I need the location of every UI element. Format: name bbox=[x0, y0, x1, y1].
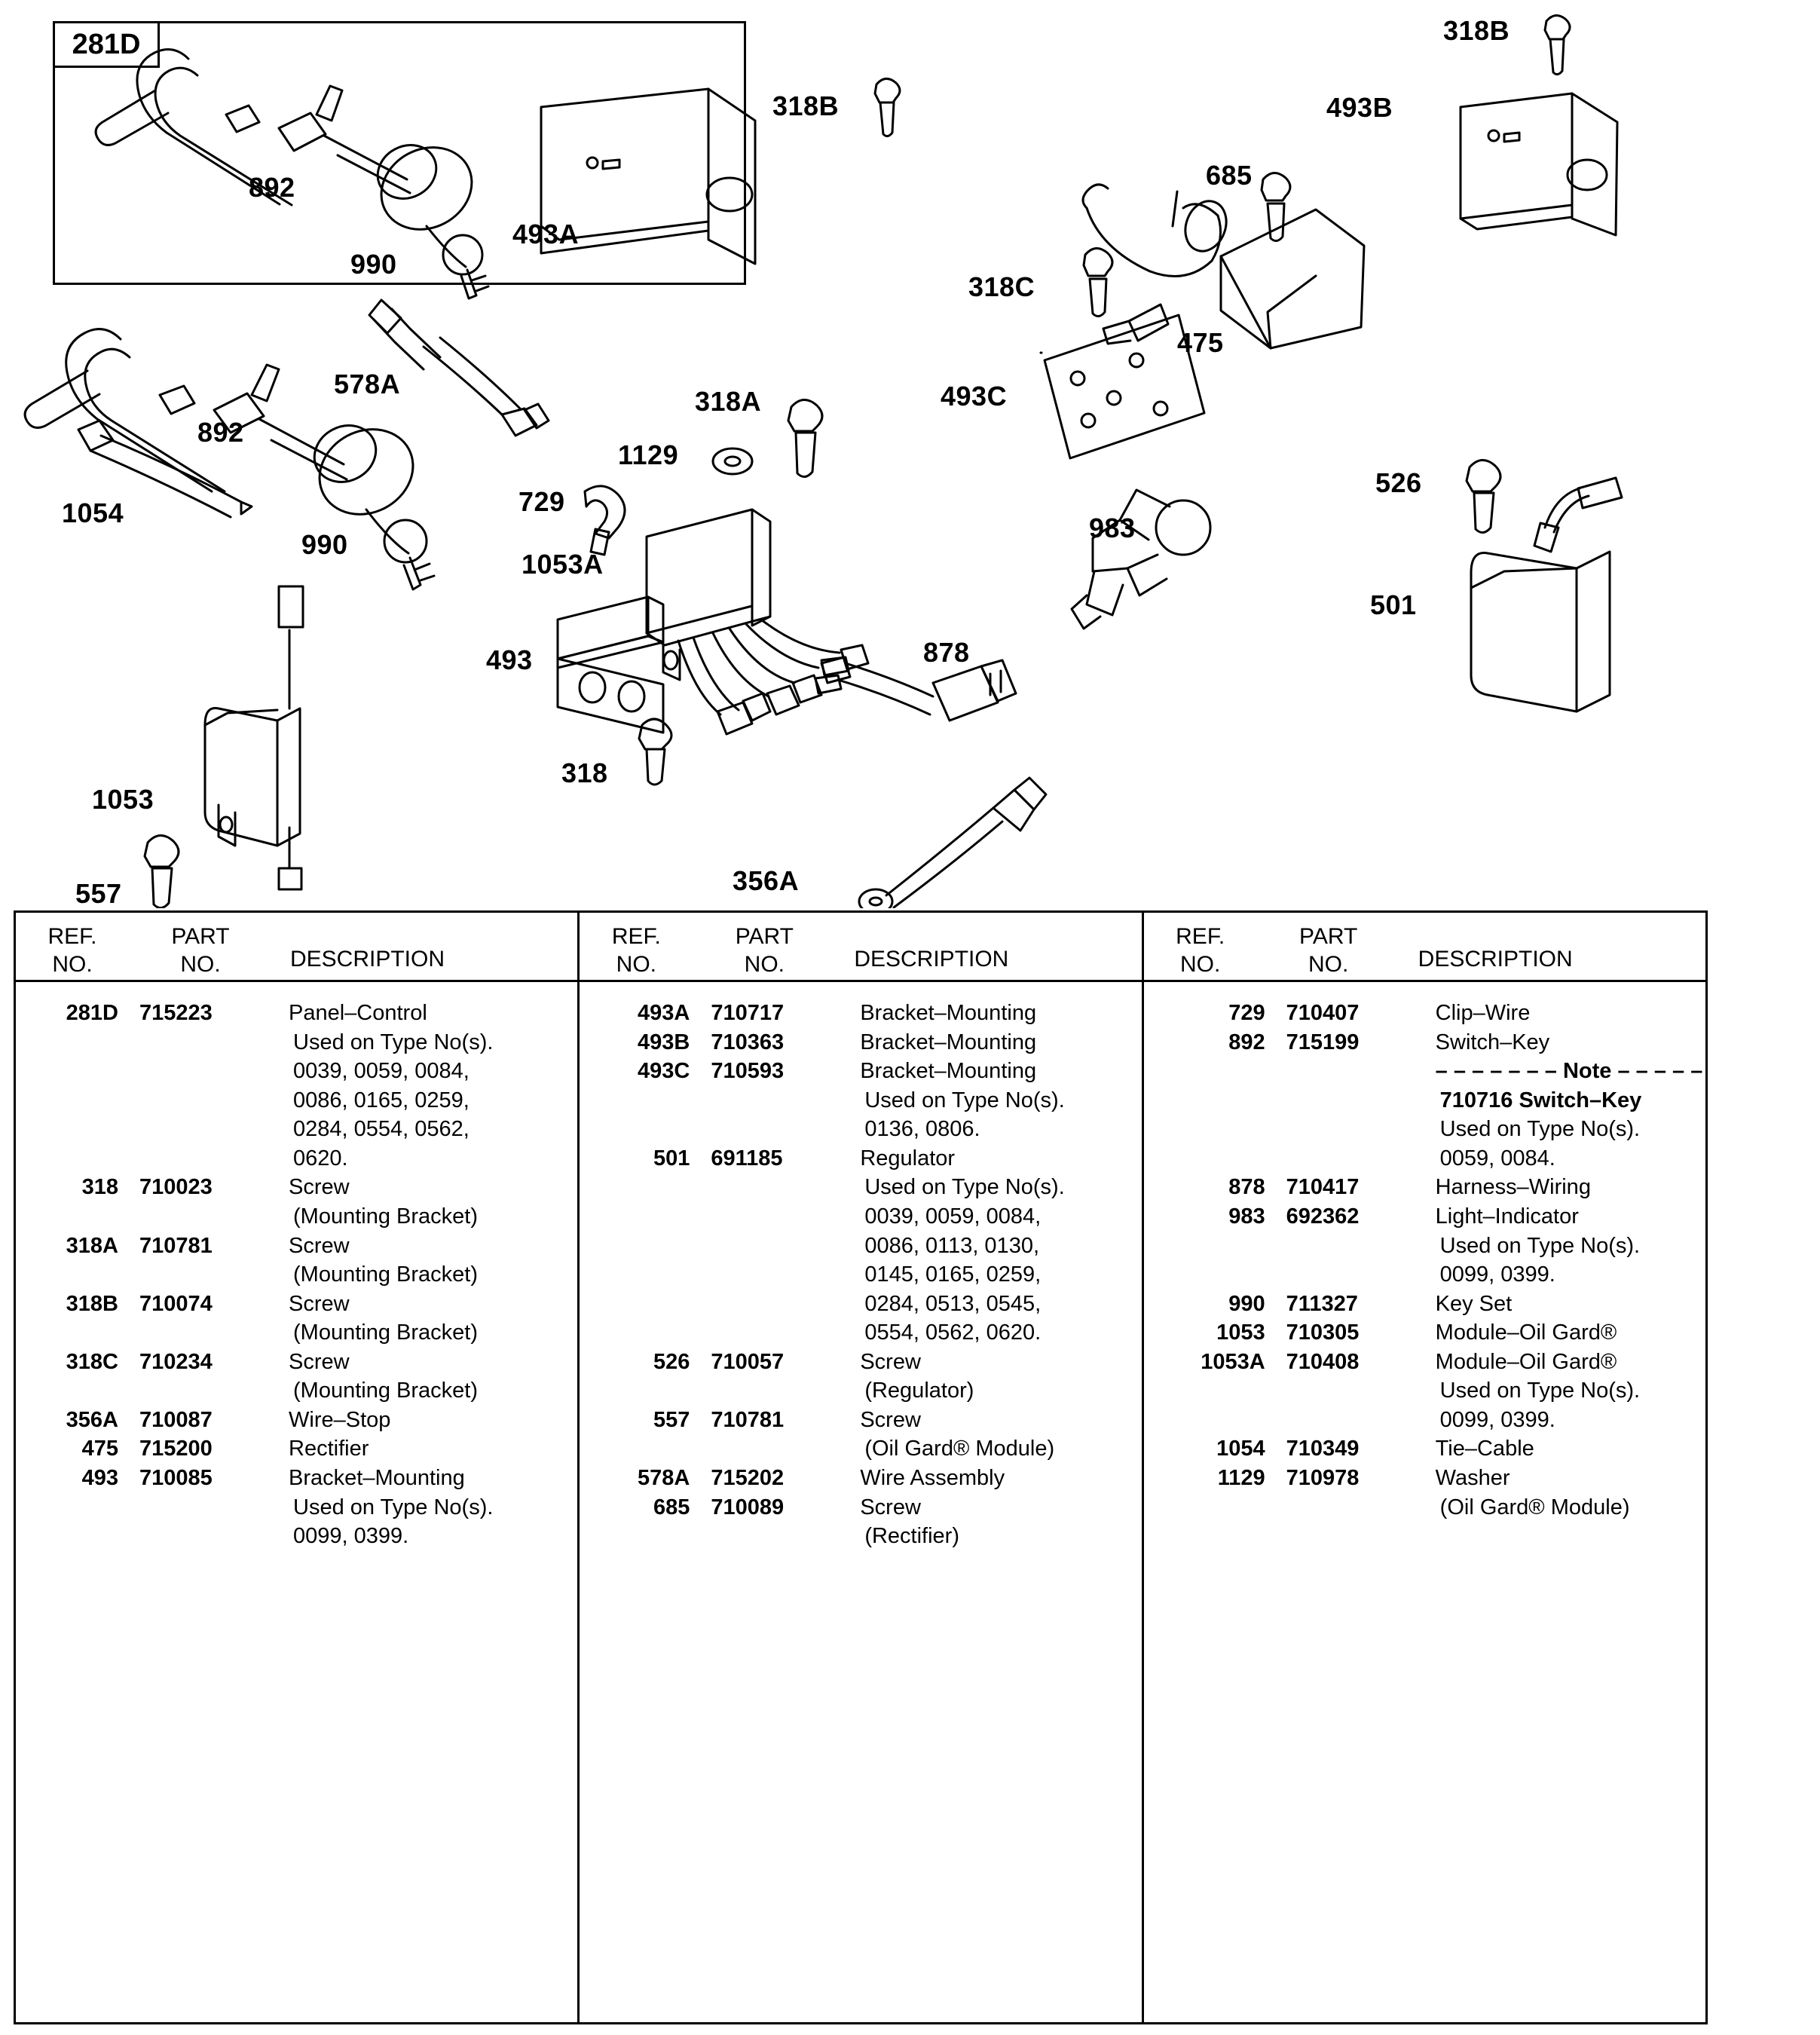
parts-rows-1 bbox=[16, 982, 577, 1551]
cell-description: Panel–Control Used on Type No(s). 0039, 0059, 0084, 0086, 0165, 0259, 0284, 0554, 0562, 0620. bbox=[289, 1001, 494, 1171]
cell-ref-no: 493 bbox=[81, 1466, 118, 1490]
cell-description: Screw (Rectifier) bbox=[860, 1495, 959, 1549]
callout-1054: 1054 bbox=[62, 497, 124, 528]
table-row bbox=[1144, 1348, 1705, 1435]
parts-list-table bbox=[14, 910, 1708, 2024]
parts-illustration bbox=[0, 0, 1820, 908]
header-ref-no bbox=[1144, 923, 1257, 980]
cell-ref-no: 475 bbox=[81, 1437, 118, 1461]
callout-318b-top: 318B bbox=[1443, 15, 1510, 46]
cell-description: Screw (Mounting Bracket) bbox=[289, 1291, 478, 1345]
cell-description: Washer (Oil Gard® Module) bbox=[1435, 1466, 1630, 1519]
header-desc-text: DESCRIPTION bbox=[1418, 947, 1573, 972]
cell-part-no: 710978 bbox=[1286, 1466, 1360, 1490]
table-row bbox=[580, 1144, 1141, 1348]
cell-ref-no: 892 bbox=[1228, 1030, 1265, 1054]
art-rectifier-475 bbox=[1083, 173, 1364, 348]
table-row bbox=[580, 1406, 1141, 1464]
table-row bbox=[1144, 1290, 1705, 1319]
header-part-line2: NO. bbox=[1308, 951, 1349, 977]
cell-part-no: 710087 bbox=[139, 1407, 213, 1432]
cell-description: Bracket–Mounting Used on Type No(s). 0136, 0806. bbox=[860, 1059, 1065, 1142]
cell-ref-no: 1054 bbox=[1216, 1437, 1265, 1461]
cell-description: Tie–Cable bbox=[1435, 1437, 1534, 1461]
art-regulator-501 bbox=[1471, 478, 1622, 711]
art-bracket-493b bbox=[1461, 93, 1617, 235]
cell-ref-no: 729 bbox=[1228, 1001, 1265, 1025]
cell-description: Rectifier bbox=[289, 1437, 369, 1461]
callout-1129: 1129 bbox=[618, 439, 679, 470]
cell-part-no: 710305 bbox=[1286, 1320, 1360, 1345]
table-row bbox=[16, 999, 577, 1173]
art-module-1053a bbox=[647, 510, 868, 734]
callout-685: 685 bbox=[1206, 160, 1253, 191]
art-screw-318 bbox=[639, 719, 671, 785]
cell-ref-no: 983 bbox=[1228, 1204, 1265, 1229]
cell-description: Screw (Regulator) bbox=[860, 1349, 974, 1403]
cell-ref-no: 318 bbox=[81, 1175, 118, 1200]
header-description bbox=[836, 923, 1141, 980]
parts-table-column-3 bbox=[1142, 913, 1705, 2022]
cell-description: Bracket–Mounting bbox=[860, 1030, 1037, 1054]
cell-part-no: 691185 bbox=[711, 1146, 783, 1171]
callout-892-inset: 892 bbox=[249, 172, 295, 203]
table-row bbox=[580, 1348, 1141, 1406]
header-ref-line2: NO. bbox=[52, 951, 93, 977]
callout-493a: 493A bbox=[512, 219, 580, 249]
table-row bbox=[580, 1057, 1141, 1144]
cell-part-no: 710593 bbox=[711, 1059, 785, 1084]
column-header-2 bbox=[580, 913, 1141, 982]
callout-493: 493 bbox=[486, 644, 533, 675]
cell-part-no: 710349 bbox=[1286, 1437, 1360, 1461]
header-ref-line2: NO. bbox=[616, 951, 656, 977]
cell-part-no: 710717 bbox=[711, 1001, 785, 1025]
callout-318: 318 bbox=[561, 757, 608, 788]
art-screw-557 bbox=[145, 835, 179, 907]
cell-ref-no: 990 bbox=[1228, 1291, 1265, 1316]
callout-493b: 493B bbox=[1326, 92, 1393, 123]
callout-557: 557 bbox=[75, 878, 122, 909]
cell-ref-no: 318B bbox=[66, 1291, 118, 1316]
art-washer-1129 bbox=[713, 448, 752, 474]
table-row bbox=[1144, 1434, 1705, 1464]
cell-part-no: 710074 bbox=[139, 1291, 213, 1316]
callout-356a: 356A bbox=[733, 865, 800, 896]
callout-475: 475 bbox=[1177, 327, 1224, 358]
callout-1053a: 1053A bbox=[522, 549, 604, 580]
header-part-no bbox=[129, 923, 272, 980]
cell-ref-no: 501 bbox=[653, 1146, 690, 1171]
table-row bbox=[16, 1348, 577, 1406]
header-part-line1: PART bbox=[171, 924, 230, 949]
cell-part-no: 710407 bbox=[1286, 1001, 1360, 1025]
cell-ref-no: 578A bbox=[638, 1466, 690, 1490]
cell-ref-no: 493A bbox=[638, 1001, 690, 1025]
column-header-3 bbox=[1144, 913, 1705, 982]
table-row bbox=[16, 1434, 577, 1464]
table-row bbox=[16, 1464, 577, 1551]
cell-description: Wire Assembly bbox=[860, 1466, 1005, 1490]
cell-description: Key Set bbox=[1435, 1291, 1513, 1316]
cell-ref-no: 1129 bbox=[1217, 1466, 1265, 1490]
inset-label-281d: 281D bbox=[53, 21, 160, 68]
parts-table-column-1 bbox=[16, 913, 577, 2022]
callout-501: 501 bbox=[1370, 589, 1417, 620]
callout-990: 990 bbox=[301, 529, 348, 560]
header-part-line1: PART bbox=[1299, 924, 1358, 949]
cell-part-no: 710057 bbox=[711, 1349, 785, 1374]
cell-part-no: 710417 bbox=[1286, 1175, 1360, 1200]
cell-part-no: 715200 bbox=[139, 1437, 213, 1461]
art-wire-assembly-578a bbox=[369, 300, 549, 436]
cell-description: Screw (Mounting Bracket) bbox=[289, 1233, 478, 1287]
art-module-1053 bbox=[205, 586, 303, 889]
table-row bbox=[1144, 999, 1705, 1028]
art-light-983 bbox=[1072, 490, 1210, 629]
callout-526: 526 bbox=[1375, 467, 1422, 498]
header-ref-line2: NO. bbox=[1179, 951, 1221, 977]
cell-description: Bracket–Mounting Used on Type No(s). 0099, 0399. bbox=[289, 1466, 494, 1549]
table-row bbox=[1144, 1173, 1705, 1202]
cell-description: Harness–Wiring bbox=[1435, 1175, 1591, 1200]
cell-description: Screw (Mounting Bracket) bbox=[289, 1349, 478, 1403]
cell-part-no: 715199 bbox=[1286, 1030, 1360, 1054]
header-desc-text: DESCRIPTION bbox=[290, 947, 445, 972]
cell-part-no: 710408 bbox=[1286, 1349, 1360, 1374]
cell-ref-no: 318A bbox=[66, 1233, 118, 1258]
table-row bbox=[580, 1028, 1141, 1057]
cell-ref-no: 878 bbox=[1228, 1175, 1265, 1200]
callout-878: 878 bbox=[923, 637, 970, 668]
callout-1053: 1053 bbox=[92, 784, 154, 815]
table-row bbox=[16, 1406, 577, 1435]
table-row bbox=[16, 1290, 577, 1348]
cell-part-no: 711327 bbox=[1286, 1291, 1358, 1316]
parts-table-column-2 bbox=[577, 913, 1141, 2022]
header-desc-text: DESCRIPTION bbox=[854, 947, 1009, 972]
table-row bbox=[580, 1464, 1141, 1493]
cell-part-no: 710023 bbox=[139, 1175, 213, 1200]
cell-description: Switch–Key – – – – – – – Note – – – – – 710716 Switch–Key Used on Type No(s). 0059, 0084. bbox=[1419, 1028, 1705, 1174]
callout-892: 892 bbox=[197, 417, 244, 448]
cell-ref-no: 526 bbox=[653, 1349, 690, 1374]
header-ref-no bbox=[580, 923, 693, 980]
cell-part-no: 710781 bbox=[139, 1233, 213, 1258]
cell-ref-no: 281D bbox=[66, 1001, 118, 1025]
header-ref-line1: REF. bbox=[611, 924, 661, 949]
cell-part-no: 692362 bbox=[1286, 1204, 1360, 1229]
cell-ref-no: 356A bbox=[66, 1407, 118, 1432]
cell-ref-no: 493B bbox=[638, 1030, 690, 1054]
cell-description: Wire–Stop bbox=[289, 1407, 391, 1432]
cell-part-no: 710781 bbox=[711, 1407, 785, 1432]
table-row bbox=[580, 999, 1141, 1028]
header-part-no bbox=[693, 923, 836, 980]
cell-part-no: 710085 bbox=[139, 1466, 213, 1490]
callout-318c: 318C bbox=[968, 271, 1035, 302]
callout-493c: 493C bbox=[941, 381, 1008, 412]
art-screw-526 bbox=[1467, 460, 1500, 532]
header-part-line1: PART bbox=[735, 924, 794, 949]
callout-990-inset: 990 bbox=[350, 249, 397, 280]
parts-rows-2 bbox=[580, 982, 1141, 1551]
header-part-no bbox=[1257, 923, 1400, 980]
art-screw-318a bbox=[788, 399, 822, 476]
table-row bbox=[1144, 1202, 1705, 1290]
art-harness-878 bbox=[815, 657, 1016, 721]
callout-318b-left: 318B bbox=[772, 90, 840, 121]
header-ref-no bbox=[16, 923, 129, 980]
table-row bbox=[580, 1493, 1141, 1551]
cell-description: Screw (Oil Gard® Module) bbox=[860, 1407, 1055, 1461]
cell-description: Light–Indicator Used on Type No(s). 0099, 0399. bbox=[1435, 1204, 1641, 1287]
cell-ref-no: 493C bbox=[638, 1059, 690, 1084]
cell-ref-no: 1053A bbox=[1201, 1349, 1265, 1374]
cell-description: Bracket–Mounting bbox=[860, 1001, 1037, 1025]
callout-318a: 318A bbox=[695, 386, 762, 417]
table-row bbox=[1144, 1028, 1705, 1174]
table-row bbox=[16, 1232, 577, 1290]
cell-description: Screw (Mounting Bracket) bbox=[289, 1175, 478, 1229]
cell-description: Clip–Wire bbox=[1435, 1001, 1531, 1025]
cell-description: Module–Oil Gard® Used on Type No(s). 0099, 0399. bbox=[1435, 1349, 1641, 1432]
cell-ref-no: 318C bbox=[66, 1349, 118, 1374]
callout-729: 729 bbox=[518, 486, 565, 517]
cell-ref-no: 685 bbox=[653, 1495, 690, 1519]
header-part-line2: NO. bbox=[180, 951, 221, 977]
art-screw-318b-right bbox=[1545, 15, 1570, 74]
cell-description: Module–Oil Gard® bbox=[1435, 1320, 1617, 1345]
table-row bbox=[1144, 1464, 1705, 1522]
header-part-line2: NO. bbox=[744, 951, 785, 977]
art-bracket-493 bbox=[558, 597, 663, 733]
table-row bbox=[1144, 1318, 1705, 1348]
header-ref-line1: REF. bbox=[47, 924, 97, 949]
art-wire-stop-356a bbox=[859, 778, 1046, 908]
header-ref-line1: REF. bbox=[1176, 924, 1225, 949]
cell-ref-no: 1053 bbox=[1216, 1320, 1265, 1345]
cell-part-no: 710089 bbox=[711, 1495, 785, 1519]
cell-part-no: 710363 bbox=[711, 1030, 785, 1054]
cell-description: Regulator Used on Type No(s). 0039, 0059, 0084, 0086, 0113, 0130, 0145, 0165, 0259, 0284, 0513, 0545, 0554, 0562, 0620. bbox=[860, 1146, 1065, 1345]
parts-rows-3 bbox=[1144, 982, 1705, 1522]
header-description bbox=[272, 923, 577, 980]
cell-part-no: 715202 bbox=[711, 1466, 785, 1490]
table-row bbox=[16, 1173, 577, 1231]
art-clip-729 bbox=[585, 486, 625, 555]
cell-part-no: 715223 bbox=[139, 1001, 213, 1025]
header-description bbox=[1400, 923, 1705, 980]
callout-983: 983 bbox=[1089, 513, 1136, 543]
callout-578a: 578A bbox=[334, 369, 401, 399]
cell-part-no: 710234 bbox=[139, 1349, 213, 1374]
note-divider: – – – – – – – Note – – – – – bbox=[1435, 1059, 1703, 1084]
column-header-1 bbox=[16, 913, 577, 982]
cell-ref-no: 557 bbox=[653, 1407, 690, 1432]
art-screw-318b-left bbox=[875, 78, 900, 136]
